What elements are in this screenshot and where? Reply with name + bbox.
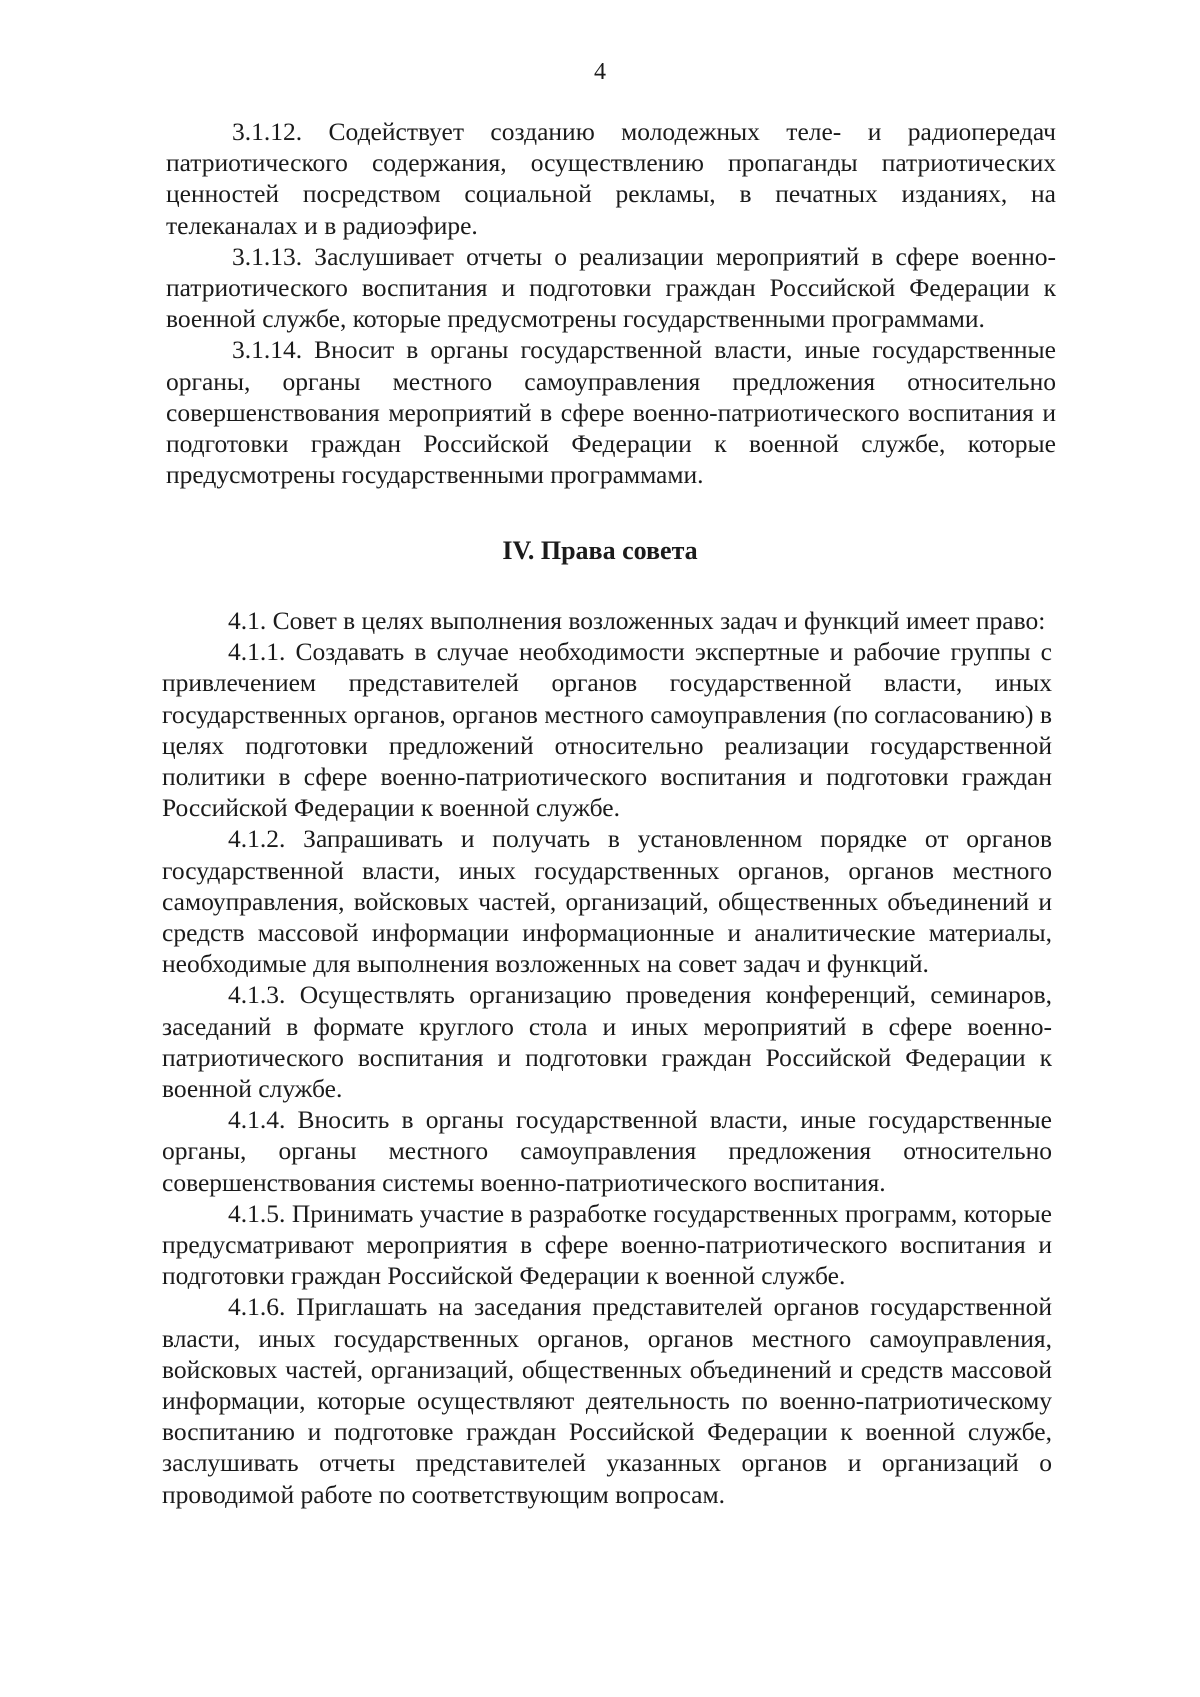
paragraph-3-1-14: 3.1.14. Вносит в органы государственной власти, иные государственные органы, органы местного самоуправления предложения относительно совершенствования мероприятий в сфере военно-патриотического воспитания и подготовки граждан Российской Федерации к военной службе, которые предусмотрены государственными программами. bbox=[166, 335, 1056, 490]
paragraph-4-1-2: 4.1.2. Запрашивать и получать в установленном порядке от органов государственной власти, иных государственных органов, органов местного самоуправления, войсковых частей, организаций, общественных объединений и средств массовой информации информационные и аналитические материалы, необходимые для выполнения возложенных на совет задач и функций. bbox=[162, 824, 1052, 979]
paragraph-4-1-5: 4.1.5. Принимать участие в разработке государственных программ, которые предусматривают мероприятия в сфере военно-патриотического воспитания и подготовки граждан Российской Федерации к военной службе. bbox=[162, 1198, 1052, 1291]
section-iii-continuation bbox=[166, 116, 1056, 490]
paragraph-3-1-12: 3.1.12. Содействует созданию молодежных теле- и радиопередач патриотического содержания, осуществлению пропаганды патриотических ценностей посредством социальной рекламы, в печатных изданиях, на телеканалах и в радиоэфире. bbox=[166, 117, 1056, 240]
paragraph-4-1-1: 4.1.1. Создавать в случае необходимости экспертные и рабочие группы с привлечением представителей органов государственной власти, иных государственных органов, органов местного самоуправления (по согласованию) в целях подготовки предложений относительно реализации государственной политики в сфере военно-патриотического воспитания и подготовки граждан Российской Федерации к военной службе. bbox=[162, 637, 1052, 823]
paragraph-4-1: 4.1. Совет в целях выполнения возложенных задач и функций имеет право: bbox=[228, 606, 1046, 635]
paragraph-4-1-4: 4.1.4. Вносить в органы государственной власти, иные государственные органы, органы местного самоуправления предложения относительно совершенствования системы военно-патриотического воспитания. bbox=[162, 1105, 1052, 1197]
section-heading: IV. Права совета bbox=[502, 536, 698, 565]
page-number: 4 bbox=[594, 59, 606, 85]
section-iv-body bbox=[162, 605, 1052, 1510]
paragraph-4-1-3: 4.1.3. Осуществлять организацию проведения конференций, семинаров, заседаний в формате круглого стола и иных мероприятий в сфере военно-патриотического воспитания и подготовки граждан Российской Федерации к военной службе. bbox=[162, 980, 1052, 1104]
paragraph-4-1-6: 4.1.6. Приглашать на заседания представителей органов государственной власти, иных государственных органов, органов местного самоуправления, войсковых частей, организаций, общественных объединений и средств массовой информации, которые осуществляют деятельность по военно-патриотическому воспитанию и подготовке граждан Российской Федерации к военной службе, заслушивать отчеты представителей указанных органов и организаций о проводимой работе по соответствующим вопросам. bbox=[162, 1292, 1052, 1509]
paragraph-3-1-13: 3.1.13. Заслушивает отчеты о реализации мероприятий в сфере военно-патриотического воспитания и подготовки граждан Российской Федерации к военной службе, которые предусмотрены государственными программами. bbox=[166, 241, 1056, 334]
